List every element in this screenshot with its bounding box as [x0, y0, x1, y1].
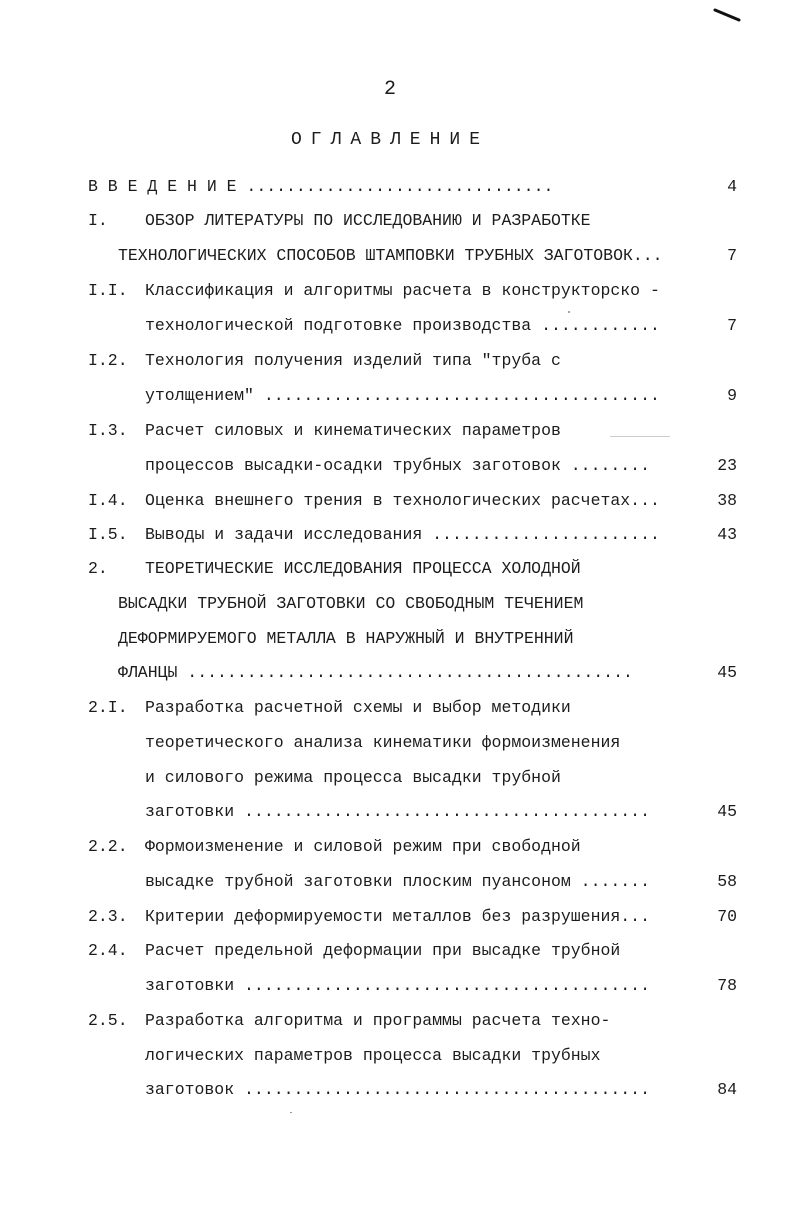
toc-entry-number: I.3. [88, 421, 128, 440]
toc-entry-text: утолщением" ........................................ [145, 386, 660, 405]
toc-entry-number: 2.4. [88, 941, 128, 960]
toc-title: ОГЛАВЛЕНИЕ [290, 130, 490, 150]
toc-entry-text: Технология получения изделий типа "труба с [145, 351, 561, 370]
toc-entry-text: ТЕОРЕТИЧЕСКИЕ ИССЛЕДОВАНИЯ ПРОЦЕССА ХОЛОДНОЙ [145, 559, 581, 578]
toc-entry-number: 2. [88, 559, 108, 578]
toc-entry-text: В В Е Д Е Н И Е ............................... [88, 177, 554, 196]
toc-entry-text: технологической подготовке производства ............ [145, 316, 660, 335]
toc-entry-text: заготовки ......................................... [145, 976, 650, 995]
toc-page-number: 38 [717, 491, 737, 510]
page-number: 2 [383, 78, 396, 101]
scan-speck [290, 1112, 292, 1113]
toc-entry-number: I.2. [88, 351, 128, 370]
toc-entry-text: процессов высадки-осадки трубных заготовок ........ [145, 456, 650, 475]
toc-page-number: 84 [717, 1080, 737, 1099]
toc-page-number: 7 [727, 316, 737, 335]
toc-entry-number: I. [88, 211, 108, 230]
toc-page-number: 78 [717, 976, 737, 995]
toc-entry-text: ОБЗОР ЛИТЕРАТУРЫ ПО ИССЛЕДОВАНИЮ И РАЗРАБОТКЕ [145, 211, 591, 230]
toc-entry-number: I.5. [88, 525, 128, 544]
toc-page-number: 58 [717, 872, 737, 891]
toc-entry-text: заготовки ......................................... [145, 802, 650, 821]
toc-entry-number: 2.2. [88, 837, 128, 856]
toc-entry-text: Критерии деформируемости металлов без разрушения... [145, 907, 650, 926]
toc-entry-text: логических параметров процесса высадки трубных [145, 1046, 601, 1065]
toc-page-number: 45 [717, 802, 737, 821]
toc-entry-text: ТЕХНОЛОГИЧЕСКИХ СПОСОБОВ ШТАМПОВКИ ТРУБНЫХ ЗАГОТОВОК... [118, 246, 663, 265]
toc-entry-number: 2.I. [88, 698, 128, 717]
toc-page-number: 43 [717, 525, 737, 544]
toc-entry-text: высадке трубной заготовки плоским пуансоном ....... [145, 872, 650, 891]
corner-mark-icon [713, 6, 743, 26]
toc-entry-text: Формоизменение и силовой режим при свободной [145, 837, 581, 856]
toc-entry-text: ДЕФОРМИРУЕМОГО МЕТАЛЛА В НАРУЖНЫЙ И ВНУТРЕННИЙ [118, 629, 574, 648]
toc-entry-text: теоретического анализа кинематики формоизменения [145, 733, 621, 752]
toc-entry-text: Разработка расчетной схемы и выбор методики [145, 698, 571, 717]
toc-page-number: 23 [717, 456, 737, 475]
toc-page-number: 45 [717, 663, 737, 682]
toc-entry-number: I.4. [88, 491, 128, 510]
toc-entry-number: I.I. [88, 281, 128, 300]
toc-entry-text: Расчет силовых и кинематических параметров [145, 421, 561, 440]
toc-entry-number: 2.5. [88, 1011, 128, 1030]
scan-speck [568, 311, 570, 313]
toc-entry-text: Расчет предельной деформации при высадке трубной [145, 941, 621, 960]
toc-entry-text: и силового режима процесса высадки трубной [145, 768, 561, 787]
toc-page-number: 7 [727, 246, 737, 265]
toc-entry-text: Классификация и алгоритмы расчета в конструкторско - [145, 281, 660, 300]
scan-speck [610, 436, 670, 437]
toc-entry-text: Выводы и задачи исследования ....................... [145, 525, 660, 544]
toc-page-number: 4 [727, 177, 737, 196]
toc-page-number: 9 [727, 386, 737, 405]
toc-entry-text: ВЫСАДКИ ТРУБНОЙ ЗАГОТОВКИ СО СВОБОДНЫМ ТЕЧЕНИЕМ [118, 594, 584, 613]
toc-entry-number: 2.3. [88, 907, 128, 926]
toc-page-number: 70 [717, 907, 737, 926]
toc-entry-text: заготовок ......................................... [145, 1080, 650, 1099]
toc-entry-text: Разработка алгоритма и программы расчета техно- [145, 1011, 611, 1030]
toc-entry-text: Оценка внешнего трения в технологических расчетах... [145, 491, 660, 510]
toc-entry-text: ФЛАНЦЫ ............................................. [118, 663, 633, 682]
